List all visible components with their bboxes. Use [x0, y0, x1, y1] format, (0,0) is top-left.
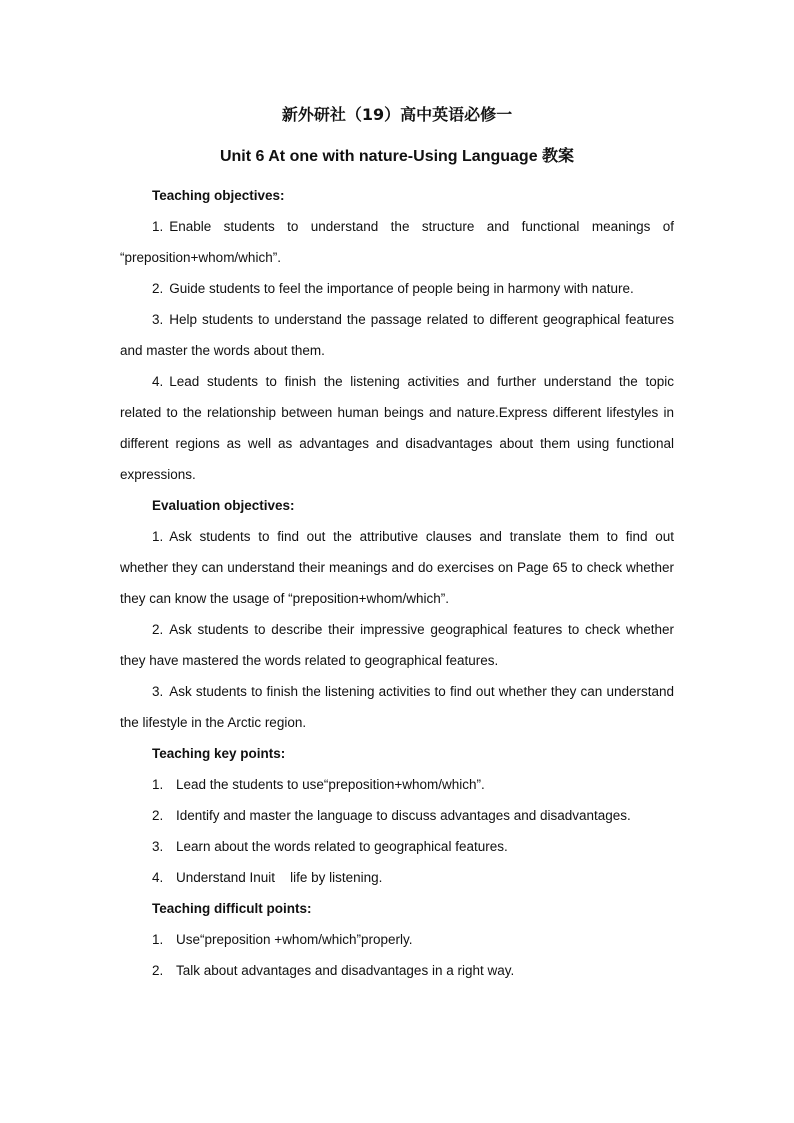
item-text: Learn about the words related to geographical features. [176, 839, 508, 854]
item-number: 3. [152, 839, 164, 854]
item-text: Lead students to finish the listening activities and further understand the topic related to the relationship between human beings and nature.Express different lifestyles in different regions as well as advantages and disadvantages about them using functional expressions. [120, 374, 674, 482]
key-point-item [120, 800, 674, 831]
evaluation-objective-item [120, 676, 674, 738]
item-number: 4. [152, 870, 164, 885]
document-title-chinese: 新外研社（19）高中英语必修一 [281, 105, 513, 124]
teaching-objectives-heading: Teaching objectives: [152, 188, 285, 203]
item-text: Ask students to finish the listening activities to find out whether they can understand the lifestyle in the Arctic region. [120, 684, 674, 730]
teaching-difficult-points-heading: Teaching difficult points: [152, 901, 312, 916]
key-point-item [120, 831, 674, 862]
item-number: 1. [152, 932, 164, 947]
item-number: 2. [152, 622, 164, 637]
teaching-objective-item [120, 304, 674, 366]
document-title-english: Unit 6 At one with nature-Using Language 教案 [219, 148, 575, 165]
difficult-point-item [120, 955, 674, 986]
key-point-item [120, 769, 674, 800]
item-number: 1. [152, 529, 164, 544]
item-text: Use“preposition +whom/which”properly. [176, 932, 413, 947]
teaching-key-points-heading: Teaching key points: [152, 746, 286, 761]
teaching-objective-item [120, 273, 674, 304]
item-text: Talk about advantages and disadvantages in a right way. [176, 963, 515, 978]
key-point-item [120, 862, 674, 893]
item-number: 1. [152, 219, 164, 234]
item-number: 4. [152, 374, 164, 389]
item-text: Guide students to feel the importance of people being in harmony with nature. [169, 281, 634, 296]
difficult-point-item [120, 924, 674, 955]
item-number: 2. [152, 281, 164, 296]
item-number: 3. [152, 684, 164, 699]
item-text: Enable students to understand the structure and functional meanings of “preposition+whom/which”. [120, 219, 674, 265]
item-text: Ask students to find out the attributive clauses and translate them to find out whether they can understand their meanings and do exercises on Page 65 to check whether they can know the usage of “preposition+whom/which”. [120, 529, 674, 606]
evaluation-objective-item [120, 521, 674, 614]
teaching-objective-item [120, 211, 674, 273]
teaching-objective-item [120, 366, 674, 490]
item-text: Identify and master the language to discuss advantages and disadvantages. [176, 808, 631, 823]
item-number: 2. [152, 963, 164, 978]
item-text: Lead the students to use“preposition+whom/which”. [176, 777, 485, 792]
item-number: 2. [152, 808, 164, 823]
document-page [120, 104, 674, 986]
item-text: Understand Inuit life by listening. [176, 870, 383, 885]
item-number: 3. [152, 312, 164, 327]
item-number: 1. [152, 777, 164, 792]
evaluation-objective-item [120, 614, 674, 676]
evaluation-objectives-heading: Evaluation objectives: [152, 498, 295, 513]
item-text: Ask students to describe their impressive geographical features to check whether they have mastered the words related to geographical features. [120, 622, 674, 668]
item-text: Help students to understand the passage related to different geographical features and master the words about them. [120, 312, 674, 358]
